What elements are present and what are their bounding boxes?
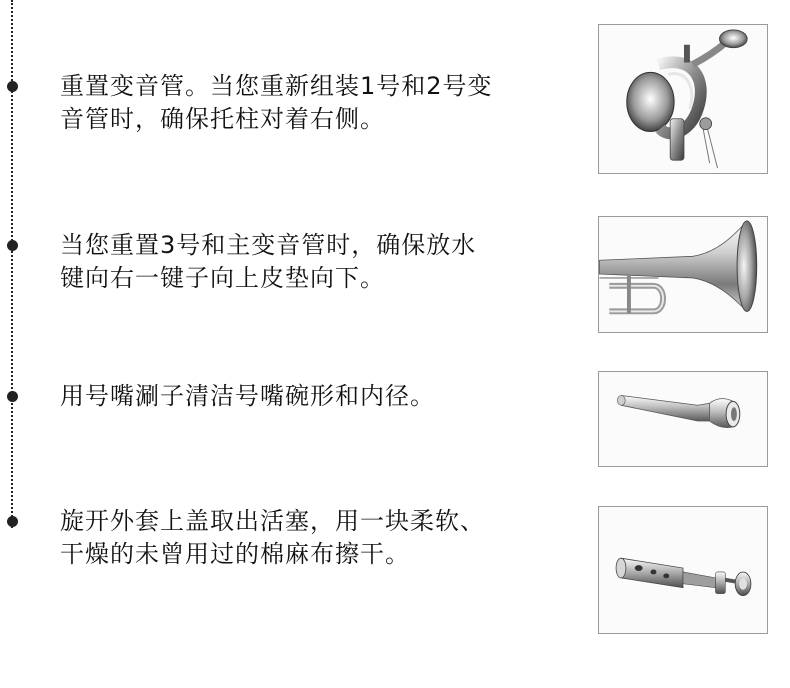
- timeline-dot: [7, 516, 18, 527]
- mouthpiece-illustration: [599, 372, 767, 466]
- timeline-dot: [7, 391, 18, 402]
- valve-slide-illustration: [599, 25, 767, 173]
- piston-valve-photo: [598, 506, 768, 634]
- timeline-dot: [7, 240, 18, 251]
- step-4-text: 旋开外套上盖取出活塞，用一块柔软、 干燥的未曾用过的棉麻布擦干。: [60, 507, 485, 568]
- step-1-text: 重置变音管。当您重新组装1号和2号变 音管时，确保托柱对着右侧。: [60, 72, 493, 133]
- valve-slide-photo: [598, 24, 768, 174]
- mouthpiece-photo: [598, 371, 768, 467]
- trumpet-bell-photo: [598, 216, 768, 333]
- step-3-text: 用号嘴涮子清洁号嘴碗形和内径。: [60, 382, 435, 410]
- trumpet-bell-illustration: [599, 217, 767, 332]
- timeline-line: [11, 0, 13, 528]
- timeline-dot: [7, 81, 18, 92]
- piston-valve-illustration: [599, 507, 767, 633]
- step-2-text: 当您重置3号和主变音管时，确保放水 键向右一键子向上皮垫向下。: [60, 231, 477, 292]
